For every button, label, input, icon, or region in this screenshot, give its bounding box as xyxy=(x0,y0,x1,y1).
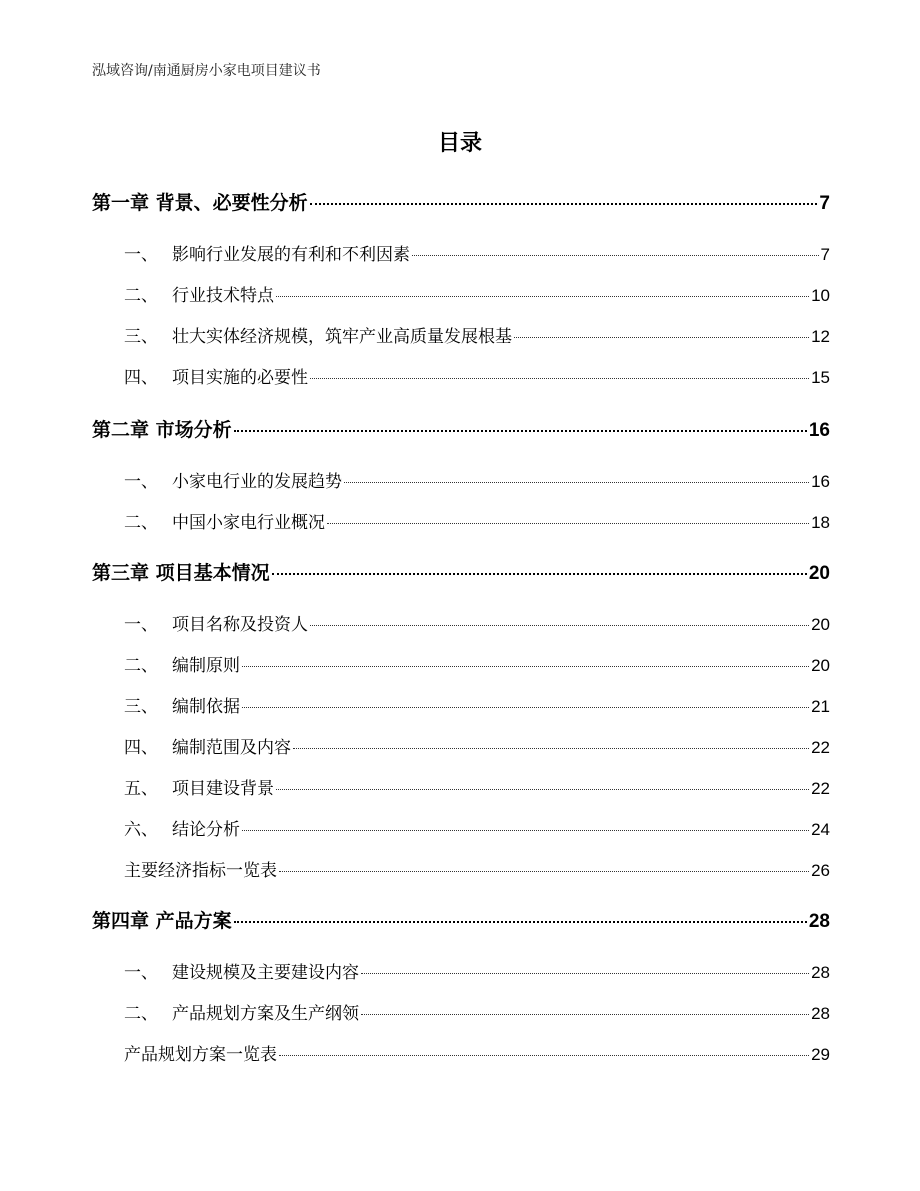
dot-leader xyxy=(242,666,809,667)
toc-entry-label xyxy=(124,999,359,1024)
dot-leader xyxy=(279,1055,809,1056)
dot-leader xyxy=(361,973,809,974)
toc-section-entry[interactable] xyxy=(124,610,830,634)
toc-entry-text: 编制范围及内容 xyxy=(172,738,291,758)
toc-entry-number: 五、 xyxy=(124,779,158,799)
dot-leader xyxy=(234,430,807,432)
toc-page-number: 29 xyxy=(811,1045,830,1064)
toc-page-number: 22 xyxy=(811,738,830,757)
document-header: 泓域咨询/南通厨房小家电项目建议书 xyxy=(92,63,321,79)
dot-leader xyxy=(327,523,809,524)
dot-leader xyxy=(310,203,818,205)
toc-entry-label xyxy=(124,610,308,635)
toc-entry-number: 二、 xyxy=(124,1004,158,1024)
toc-section-entry[interactable] xyxy=(124,651,830,675)
toc-entry-text: 小家电行业的发展趋势 xyxy=(172,472,342,492)
dot-leader xyxy=(272,573,807,575)
toc-entry-label xyxy=(92,188,308,215)
toc-page-number: 20 xyxy=(808,563,830,584)
toc-entry-label xyxy=(124,856,277,881)
toc-page-number: 28 xyxy=(811,1004,830,1023)
toc-entry-label xyxy=(124,322,512,347)
toc-entry-number: 四、 xyxy=(124,738,158,758)
toc-page-number: 18 xyxy=(811,513,830,532)
toc-entry-label xyxy=(124,508,325,533)
toc-entry-number: 一、 xyxy=(124,963,158,983)
toc-entry-text: 第一章 背景、必要性分析 xyxy=(92,192,308,214)
toc-page-number: 28 xyxy=(811,963,830,982)
toc-entry-text: 编制依据 xyxy=(172,697,240,717)
toc-entry-label xyxy=(124,240,410,265)
dot-leader xyxy=(276,789,809,790)
toc-page-number: 12 xyxy=(811,327,830,346)
toc-page-number: 7 xyxy=(820,245,830,264)
toc-entry-number: 一、 xyxy=(124,245,158,265)
dot-leader xyxy=(293,748,809,749)
toc-entry-text: 项目实施的必要性 xyxy=(172,368,308,388)
toc-section-entry[interactable] xyxy=(124,692,830,716)
toc-section-entry[interactable] xyxy=(124,856,830,880)
dot-leader xyxy=(242,707,809,708)
toc-section-entry[interactable] xyxy=(124,281,830,305)
toc-entry-label xyxy=(124,1040,277,1065)
toc-entry-number: 三、 xyxy=(124,697,158,717)
toc-entry-text: 中国小家电行业概况 xyxy=(172,513,325,533)
toc-entry-number: 三、 xyxy=(124,327,158,347)
toc-section-entry[interactable] xyxy=(124,508,830,532)
toc-section-entry[interactable] xyxy=(124,733,830,757)
toc-section-entry[interactable] xyxy=(124,774,830,798)
toc-title: 目录 xyxy=(437,131,482,156)
dot-leader xyxy=(242,830,809,831)
toc-entry-text: 影响行业发展的有利和不利因素 xyxy=(172,245,410,265)
toc-page-number: 15 xyxy=(811,368,830,387)
dot-leader xyxy=(279,871,809,872)
dot-leader xyxy=(361,1014,809,1015)
toc-entry-text: 建设规模及主要建设内容 xyxy=(172,963,359,983)
toc-entry-label xyxy=(92,415,232,442)
toc-entry-text: 行业技术特点 xyxy=(172,286,274,306)
toc-entry-text: 壮大实体经济规模，筑牢产业高质量发展根基 xyxy=(172,327,512,347)
toc-entry-number: 二、 xyxy=(124,513,158,533)
toc-page-number: 22 xyxy=(811,779,830,798)
toc-section-entry[interactable] xyxy=(124,322,830,346)
toc-entry-number: 二、 xyxy=(124,286,158,306)
toc-entry-text: 项目名称及投资人 xyxy=(172,615,308,635)
toc-entry-number: 一、 xyxy=(124,472,158,492)
toc-section-entry[interactable] xyxy=(124,958,830,982)
dot-leader xyxy=(234,921,807,923)
toc-page-number: 26 xyxy=(811,861,830,880)
toc-entry-text: 产品规划方案及生产纲领 xyxy=(172,1004,359,1024)
toc-page-number: 28 xyxy=(808,911,830,932)
toc-entry-label xyxy=(124,467,342,492)
toc-entry-text: 第三章 项目基本情况 xyxy=(92,562,270,584)
toc-page-number: 16 xyxy=(808,420,830,441)
toc-entry-text: 第四章 产品方案 xyxy=(92,910,232,932)
toc-entry-number: 二、 xyxy=(124,656,158,676)
toc-entry-label xyxy=(92,558,270,585)
toc-section-entry[interactable] xyxy=(124,240,830,264)
toc-entry-label xyxy=(124,958,359,983)
toc-entry-text: 编制原则 xyxy=(172,656,240,676)
toc-entry-label xyxy=(124,692,240,717)
toc-entry-label xyxy=(124,774,274,799)
toc-chapter-entry[interactable] xyxy=(92,415,830,443)
toc-entry-number: 四、 xyxy=(124,368,158,388)
toc-entry-text: 结论分析 xyxy=(172,820,240,840)
toc-entry-text: 产品规划方案一览表 xyxy=(124,1045,277,1065)
toc-section-entry[interactable] xyxy=(124,1040,830,1064)
dot-leader xyxy=(310,625,809,626)
toc-chapter-entry[interactable] xyxy=(92,558,830,586)
toc-page-number: 16 xyxy=(811,472,830,491)
toc-section-entry[interactable] xyxy=(124,815,830,839)
toc-entry-text: 项目建设背景 xyxy=(172,779,274,799)
dot-leader xyxy=(514,337,809,338)
toc-entry-label xyxy=(124,815,240,840)
toc-page-number: 24 xyxy=(811,820,830,839)
toc-entry-label xyxy=(92,906,232,933)
dot-leader xyxy=(344,482,809,483)
toc-section-entry[interactable] xyxy=(124,467,830,491)
toc-page-number: 20 xyxy=(811,656,830,675)
toc-section-entry[interactable] xyxy=(124,999,830,1023)
toc-entry-number: 六、 xyxy=(124,820,158,840)
dot-leader xyxy=(412,255,819,256)
toc-chapter-entry[interactable] xyxy=(92,906,830,934)
toc-page-number: 7 xyxy=(819,193,830,214)
toc-page-number: 21 xyxy=(811,697,830,716)
dot-leader xyxy=(276,296,809,297)
toc-page-number: 10 xyxy=(811,286,830,305)
toc-page-number: 20 xyxy=(811,615,830,634)
toc-entry-text: 主要经济指标一览表 xyxy=(124,861,277,881)
toc-entry-number: 一、 xyxy=(124,615,158,635)
toc-entry-label xyxy=(124,651,240,676)
toc-entry-label xyxy=(124,733,291,758)
dot-leader xyxy=(310,378,809,379)
toc-chapter-entry[interactable] xyxy=(92,188,830,216)
toc-entry-label xyxy=(124,363,308,388)
toc-entry-text: 第二章 市场分析 xyxy=(92,419,232,441)
toc-section-entry[interactable] xyxy=(124,363,830,387)
toc-entry-label xyxy=(124,281,274,306)
